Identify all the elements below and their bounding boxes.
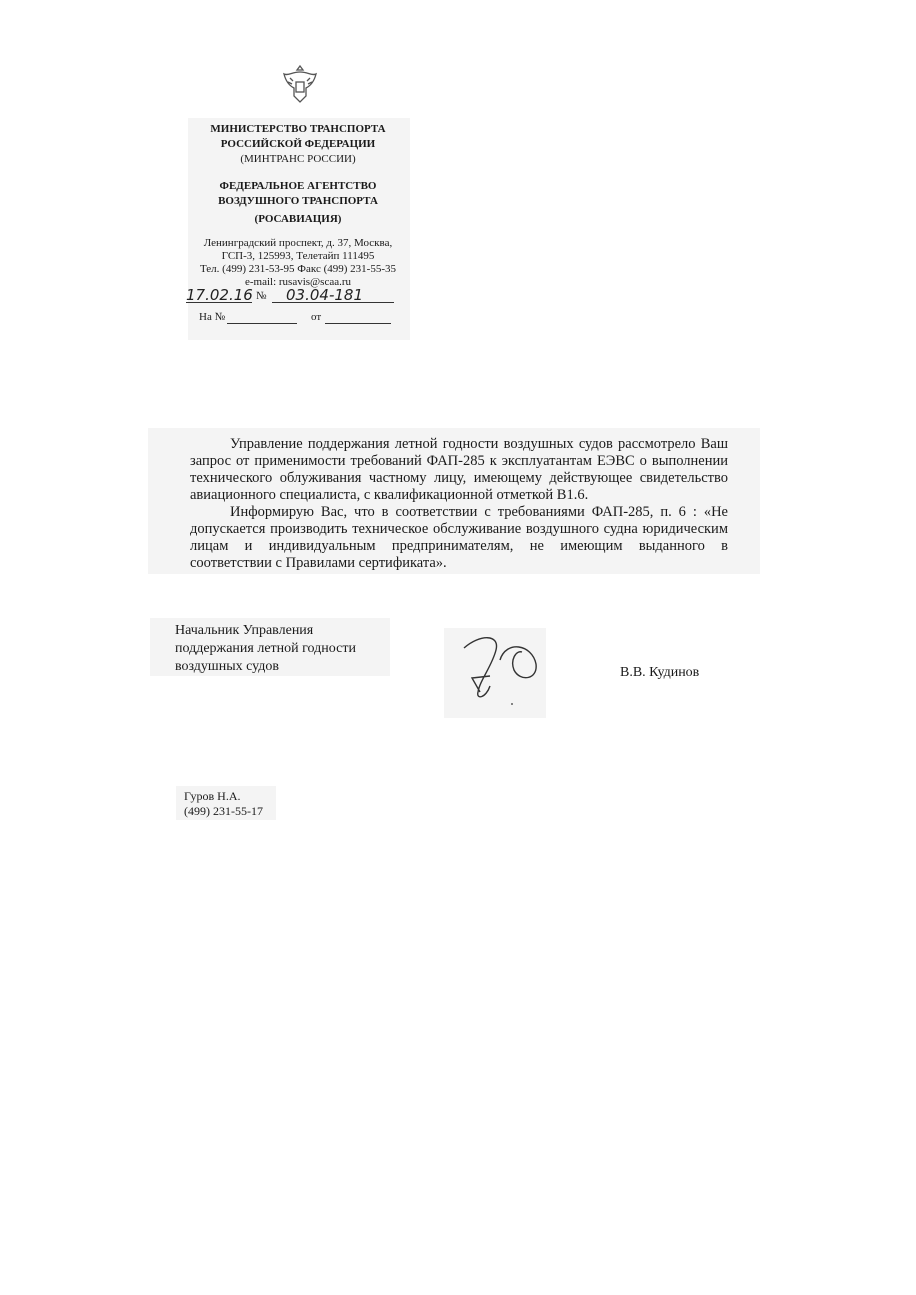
registration-line bbox=[186, 286, 394, 304]
address-line: Тел. (499) 231-53-95 Факс (499) 231-55-35 bbox=[199, 263, 396, 275]
executor-name: Гуров Н.А. bbox=[184, 789, 241, 803]
executor-block bbox=[184, 789, 263, 819]
title-line: Начальник Управления bbox=[175, 623, 314, 638]
body-line: технического облуживания частному лицу, имеющему действующее свидетельство bbox=[190, 470, 728, 486]
letter-body bbox=[190, 436, 728, 572]
paragraph-1 bbox=[190, 436, 728, 504]
title-line: воздушных судов bbox=[175, 659, 279, 674]
letter-date: 17.02.16 bbox=[186, 286, 253, 304]
signatory-title bbox=[175, 622, 356, 676]
body-line: допускается производить техническое обслуживание воздушного судна юридическим bbox=[190, 521, 728, 537]
address-block bbox=[170, 237, 426, 289]
agency-short: (РОСАВИАЦИЯ) bbox=[254, 213, 342, 225]
coat-of-arms-icon bbox=[280, 62, 320, 106]
ministry-line: РОССИЙСКОЙ ФЕДЕРАЦИИ bbox=[220, 138, 376, 150]
agency-line: ВОЗДУШНОГО ТРАНСПОРТА bbox=[218, 195, 378, 207]
body-line: лицам и индивидуальным предпринимателям, не имеющим выданного в bbox=[190, 538, 728, 554]
title-line: поддержания летной годности bbox=[175, 641, 356, 656]
agency-line: ФЕДЕРАЛЬНОЕ АГЕНТСТВО bbox=[219, 180, 377, 192]
handwritten-signature bbox=[450, 630, 545, 710]
ministry-short: (МИНТРАНС РОССИИ) bbox=[240, 153, 356, 165]
body-line: запрос от применимости требований ФАП-285 к эксплуатантам ЕЭВС о выполнении bbox=[190, 453, 728, 469]
executor-phone: (499) 231-55-17 bbox=[184, 804, 263, 818]
number-label: № bbox=[256, 290, 267, 302]
ref-number-label: На № bbox=[199, 311, 226, 323]
ministry-line: МИНИСТЕРСТВО ТРАНСПОРТА bbox=[210, 123, 386, 135]
body-line: авиационного специалиста, с квалификационной отметкой В1.6. bbox=[190, 487, 589, 503]
address-line: ГСП-3, 125993, Телетайп 111495 bbox=[221, 250, 375, 262]
body-line: Информирую Вас, что в соответствии с требованиями ФАП-285, п. 6 : «Не bbox=[230, 504, 728, 520]
agency-name bbox=[170, 179, 426, 227]
address-line: e-mail: rusavis@scaa.ru bbox=[244, 276, 352, 288]
reference-line bbox=[199, 311, 393, 325]
letter-number: 03.04-181 bbox=[286, 286, 363, 304]
body-line: Управление поддержания летной годности воздушных судов рассмотрело Ваш bbox=[230, 436, 728, 452]
body-line: соответствии с Правилами сертификата». bbox=[190, 555, 447, 571]
paragraph-2 bbox=[190, 504, 728, 572]
ministry-name bbox=[170, 122, 426, 166]
address-line: Ленинградский проспект, д. 37, Москва, bbox=[203, 237, 393, 249]
ref-date-label: от bbox=[311, 311, 322, 323]
signatory-name: В.В. Кудинов bbox=[620, 665, 700, 680]
